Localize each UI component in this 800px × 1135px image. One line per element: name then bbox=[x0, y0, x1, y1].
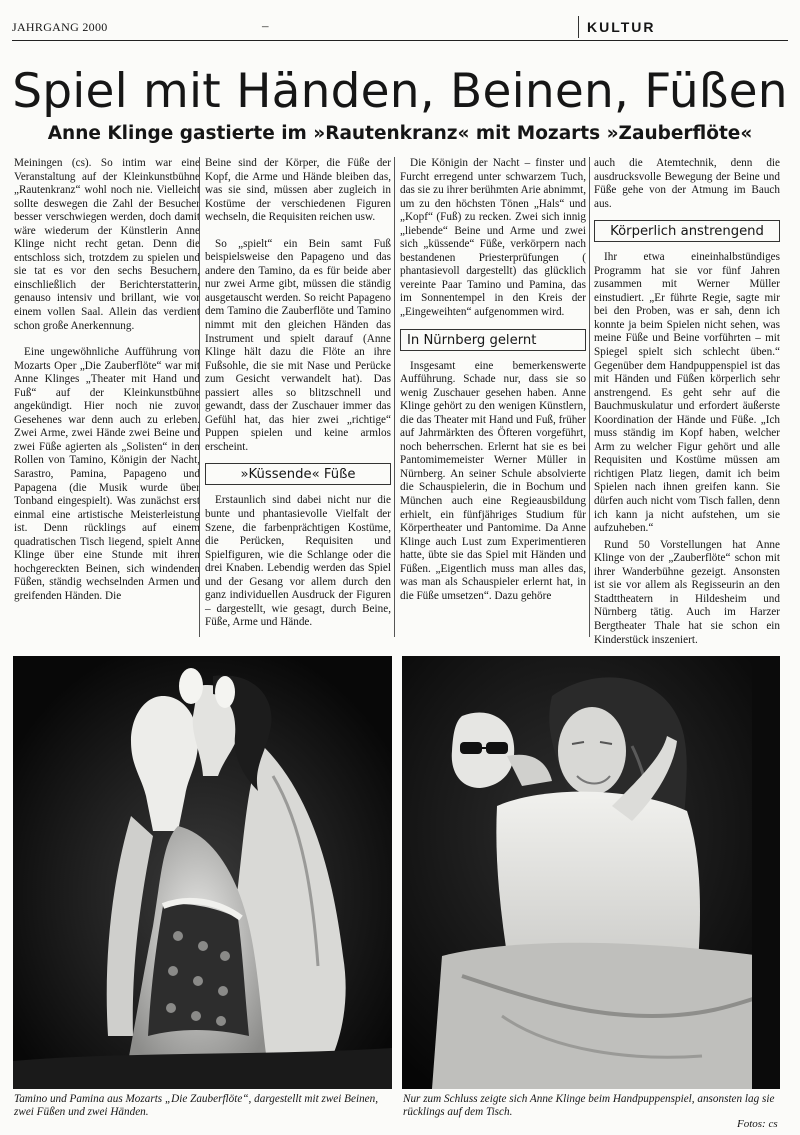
page-header bbox=[12, 18, 788, 40]
paragraph: Insgesamt eine bemerkenswerte Aufführung. Schade nur, dass sie so wenig Zuschauer gesehen haben. Anne Klinge gehört zu den wenigen Künstlern, die das Theater mit Hand und Fuß, früher auf Jahrmärkten des Öfteren vorgeführt, noch beherrschen. Erlernt hat sie es bei Pantomimemeister Werner Müller in Nürnberg. An seiner Schule absolvierte die Schauspielerin, die in Bochum und München auch eine Regieausbildung erhielt, ein fünfjähriges Studium für Körpertheater und Pantomime. Da Anne Klinge auch Lust zum Experimentieren hatte, übte sie das Spiel mit Händen und Füßen. „Eigentlich muss man alles das, was man als Schauspieler erlernt hat, in die Füße umsetzen“. Dazu gehöre bbox=[400, 359, 586, 602]
article-column-4 bbox=[594, 157, 780, 647]
column-divider bbox=[199, 157, 200, 637]
paragraph: Meiningen (cs). So intim war eine Veranstaltung auf der Kleinkunstbühne „Rautenkranz“ wohl noch nie. Vielleicht sollte deswegen die Zahl der Besucher besser verschwiegen werden, doch damit wäre wiederum der Künstlerin Anne Klinge nicht recht getan. Denn die entschloss sich, trotzdem zu spielen und sie tat es vor den sechs Besuchern, einschließlich der Berichterstatterin, genauso intensiv und brillant, wie vor einem vollen Saal. Allein das verdient schon große Anerkennung. bbox=[14, 157, 200, 332]
paragraph: Erstaunlich sind dabei nicht nur die bunte und phantasievolle Vielfalt der Szene, die farbenprächtigen Kostüme, die Perücken, Requisiten und Spielfiguren, wie die Schlange oder die drei Knaben. Lebendig werden das Spiel und der Gesang vor allem durch den ganz individuellen Ausdruck der Figuren – dargestellt, wie gesagt, durch Beine, Füße, Arme und Hände. bbox=[205, 494, 391, 629]
subheadline: Anne Klinge gastierte im »Rautenkranz« mit Mozarts »Zauberflöte« bbox=[47, 123, 753, 144]
article-column-1 bbox=[14, 157, 200, 604]
paragraph: So „spielt“ ein Bein samt Fuß beispielsweise den Papageno und das andere den Tamino, da es für beide aber nur zwei Arme gibt, müssen die ständig ausgetauscht werden. So reicht Papageno dem Tamino die Zauberflöte und Tamino nimmt mit den gleichen Händen das Instrument und spielt darauf (Anne Klinge hält dazu die Flöte an ihre Fußsohle, die sie mit Nase und Perücke zum Gesicht verwandelt hat). Das passiert alles so blitzschnell und gewandt, dass der Zuschauer immer das Gefühl hat, das hier zwei „richtige“ Puppen spielen und keine armlos erscheint. bbox=[205, 237, 391, 453]
article-column-2 bbox=[205, 157, 391, 630]
subheading-box: »Küssende« Füße bbox=[205, 463, 391, 485]
section-label: KULTUR bbox=[578, 16, 788, 38]
puppet-photo-illustration bbox=[13, 656, 392, 1089]
volume-label: JAHRGANG 2000 bbox=[12, 20, 108, 34]
paragraph: Ihr etwa eineinhalbstündiges Programm hat sie vor fünf Jahren zusammen mit Werner Müller einstudiert. „Er führte Regie, sagte mir bei den Proben, was er sah, denn ich konnte ja beim Spielen nicht sehen, was meine Füße und Beine vorführten – mit Spiegel spielt sich schlecht üben.“ Gegenüber dem Handpuppenspiel ist das mit Händen und Füßen körperlich sehr anstrengend. Es geht sehr auf die Bauchmuskulatur und erfordert äußerste Koordination der Hände und Füße. „Ich muss ständig im Kopf haben, welcher Arm zu welcher Figur gehört und alle Requisiten und Kostüme müssen am richtigen Platz liegen, damit ich beim Spielen nach ihnen greifen kann. Sie dürfen auch nicht vom Tisch fallen, denn ich kann ja nicht aufstehen, um sie aufzuheben.“ bbox=[594, 251, 780, 535]
header-dash: – bbox=[262, 18, 269, 33]
paragraph: auch die Atemtechnik, denn die ausdrucksvolle Bewegung der Beine und Füße gehe von der Atmung im Bauch aus. bbox=[594, 157, 780, 210]
caption-left: Tamino und Pamina aus Mozarts „Die Zauberflöte“, dargestellt mit zwei Beinen, zwei Füßen und zwei Händen. bbox=[14, 1093, 379, 1118]
article-column-3 bbox=[400, 157, 586, 603]
subheading-box: Körperlich anstrengend bbox=[594, 220, 780, 242]
caption-right: Nur zum Schluss zeigte sich Anne Klinge beim Handpuppenspiel, ansonsten lag sie rücklings auf dem Tisch. bbox=[403, 1093, 775, 1118]
paragraph: Eine ungewöhnliche Aufführung von Mozarts Oper „Die Zauberflöte“ war mit Anne Klinges „Theater mit Hand und Fuß“ auf der Kleinkunstbühne angekündigt. Hier noch nie zuvor Gesehenes war denn auch zu erleben. Zwei Arme, zwei Hände zwei Beine und zwei Füße agierten als „Solisten“ in den Rollen von Tamino, Königin der Nacht, Sarastro, Pamina, Papageno und Papagena (die Musik wurde über Tonband eingespielt). Was zunächst erst einmal eine artistische Meisterleistung ist. Denn rücklings auf einem quadratischen Tisch liegend, spielt Anne Klinge über eine Stunde mit ihren hochgereckten Beinen, sich windenden Füßen, ständig wechselnden Armen und greifenden Händen. Die bbox=[14, 346, 200, 602]
paragraph: Beine sind der Körper, die Füße der Kopf, die Arme und Hände bleiben das, was sie sind, müssen aber zugleich in Kostüme der verschiedenen Figuren wechseln, die Requisiten reichen usw. bbox=[205, 157, 391, 224]
headline: Spiel mit Händen, Beinen, Füßen bbox=[12, 64, 788, 119]
column-divider bbox=[589, 157, 590, 637]
photo-performer bbox=[402, 656, 780, 1089]
photo-credit: Fotos: cs bbox=[737, 1118, 778, 1130]
performer-photo-illustration bbox=[402, 656, 780, 1089]
subheading-box: In Nürnberg gelernt bbox=[400, 329, 586, 351]
photo-puppets bbox=[13, 656, 392, 1089]
paragraph: Die Königin der Nacht – finster und Furcht erregend unter schwarzem Tuch, das sie zu ihrer berühmten Arie abnimmt, um zu den höchsten Tönen „Hals“ und „Kopf“ (Fuß) zu recken. Zwei sich innig „liebende“ Beine und Arme und zwei sich „küssende“ Füße, verkörpern nach bestandenen Priesterprüfungen ( phantasievoll dargestellt) das glücklich vereinte Paar Tamino und Pamina, das im Sonnentempel in den Kreis der „Eingeweihten“ aufgenommen wird. bbox=[400, 157, 586, 319]
column-divider bbox=[394, 157, 395, 637]
paragraph: Rund 50 Vorstellungen hat Anne Klinge von der „Zauberflöte“ schon mit ihrer Wanderbühne gezeigt. Ansonsten ist sie vor allem als Regisseurin an den Stadttheatern in Hildesheim und Nürnberg tätig. Auch im Harzer Bergtheater Thale hat sie schon ein Kinderstück inszeniert. bbox=[594, 538, 780, 646]
header-rule bbox=[12, 40, 788, 41]
